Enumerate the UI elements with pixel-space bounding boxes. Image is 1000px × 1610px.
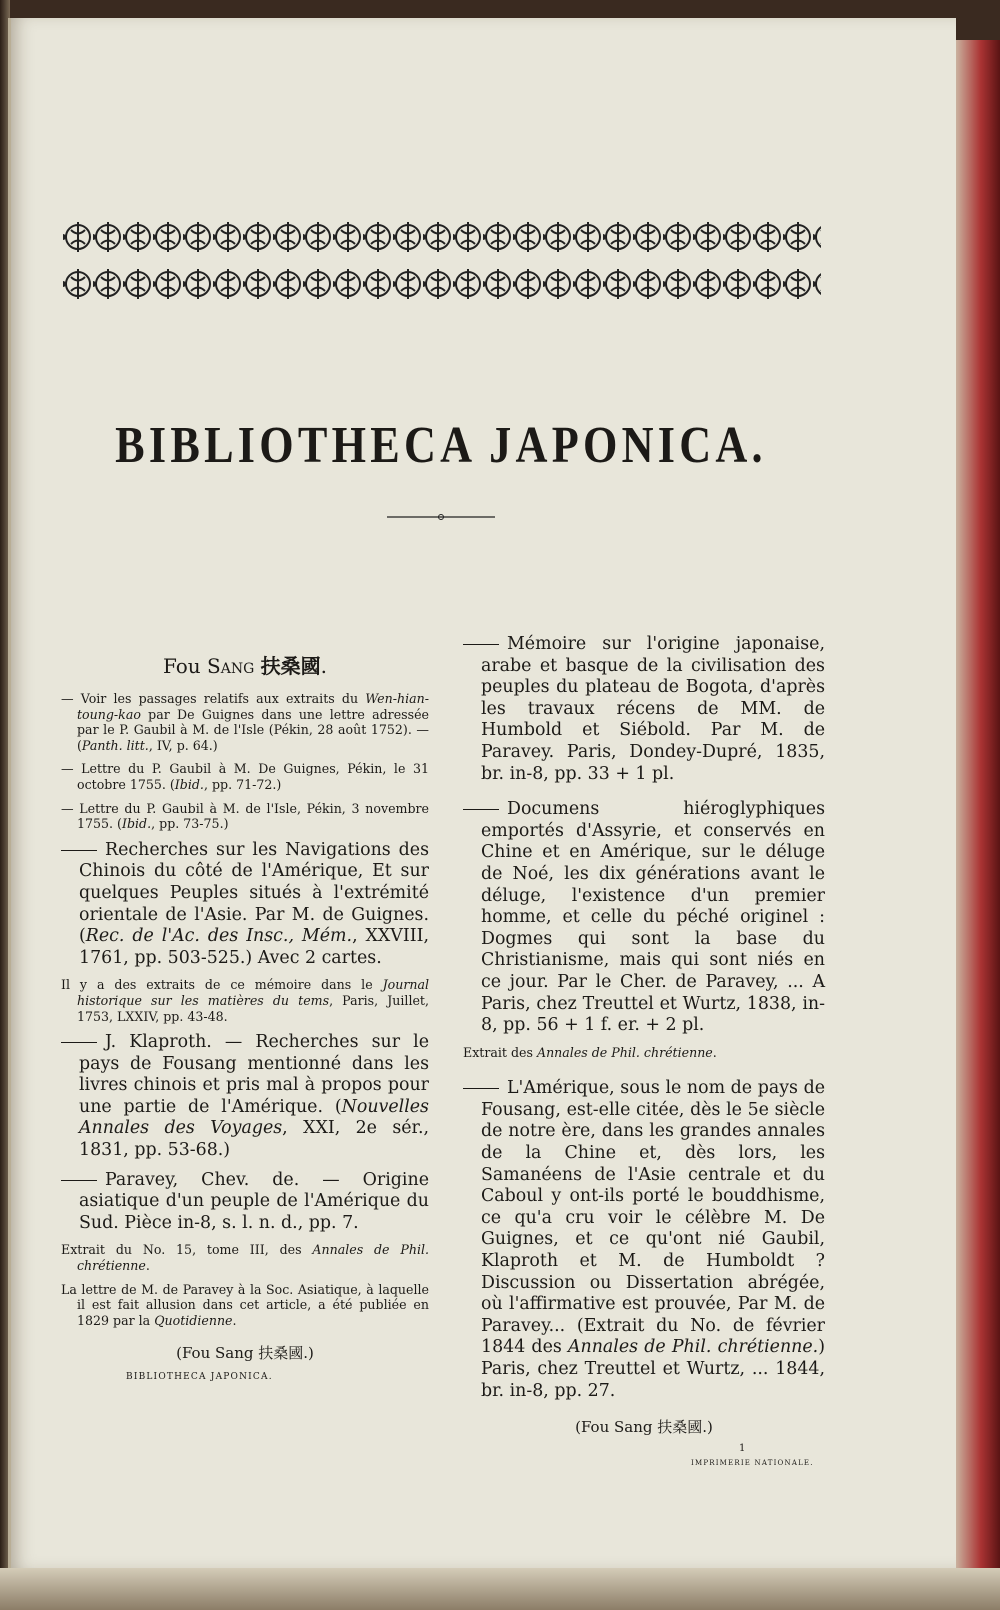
note-entry: La lettre de M. de Paravey à la Soc. Asiatique, à laquelle il est fait allusion dans cet article, a été publiée en 1829 par la Quotidienne. [61, 1281, 429, 1328]
running-footer: (Fou Sang 扶桑國.) [176, 1344, 314, 1363]
note-entry: Extrait des Annales de Phil. chrétienne. [463, 1044, 717, 1060]
right-column [463, 634, 825, 1471]
bibliography-entry: Mémoire sur l'origine japonaise, arabe et basque de la civilisation des peuples du plateau de Bogota, d'après les travaux récens de MM. de Humbold et Siébold. Par M. de Paravey. Paris, Dondey-Dupré, 1835, br. in-8, pp. 33 + 1 pl. [463, 634, 825, 785]
bibliography-entry: Recherches sur les Navigations des Chinois du côté de l'Amérique, Et sur quelques Peuples situés à l'extrémité orientale de l'Asie. Par M. de Guignes. (Rec. de l'Ac. des Insc., Mém., XXVIII, 1761, pp. 503-525.) Avec 2 cartes. [61, 840, 429, 970]
page-title: BIBLIOTHECA JAPONICA. [115, 417, 767, 474]
note-entry: — Voir les passages relatifs aux extraits du Wen-hian-toung-kao par De Guignes dans une lettre adressée par le P. Gaubil à M. de l'Isle (Pékin, 28 août 1752). — (Panth. litt., IV, p. 64.) [61, 691, 429, 753]
book-page [8, 18, 956, 1568]
heading-end: . [320, 654, 328, 678]
heading-chinese: 扶桑國 [260, 654, 321, 678]
note-entry: — Lettre du P. Gaubil à M. de l'Isle, Pékin, 3 novembre 1755. (Ibid., pp. 73-75.) [61, 800, 429, 832]
signature-row [463, 1441, 825, 1471]
section-heading [61, 650, 429, 679]
bibliography-entry: Paravey, Chev. de. — Origine asiatique d'un peuple de l'Amérique du Sud. Pièce in-8, s. l. n. d., pp. 7. [61, 1170, 429, 1235]
heading-word: Sang [207, 654, 255, 678]
running-footer: (Fou Sang 扶桑國.) [575, 1418, 713, 1437]
signature-mark: BIBLIOTHECA JAPONICA. [126, 1372, 273, 1383]
title-divider [387, 514, 495, 520]
note-entry: — Lettre du P. Gaubil à M. De Guignes, Pékin, le 31 octobre 1755. (Ibid., pp. 71-72.) [61, 761, 429, 792]
bibliography-entry: Documens hiéroglyphiques emportés d'Assyrie, et conservés en Chine et en Amérique, sur le déluge de Noé, les dix générations avant le déluge, l'existence d'un premier homme, et celle du péché originel : Dogmes qui sont la base du Christianisme, mais qui sont niés en ce jour. Par le Cher. de Paravey, ... A Paris, chez Treuttel et Wurtz, 1838, in-8, pp. 56 + 1 f. er. + 2 pl. [463, 799, 825, 1037]
note-entry: Il y a des extraits de ce mémoire dans le Journal historique sur les matières du tems, Paris, Juillet, 1753, LXXIV, pp. 43-48. [61, 977, 429, 1024]
book-bottom-edge [0, 1568, 1000, 1610]
bibliography-entry: J. Klaproth. — Recherches sur le pays de Fousang mentionné dans les livres chinois et pris mal à propos pour une partie de l'Amérique. (Nouvelles Annales des Voyages, XXI, 2e sér., 1831, pp. 53-68.) [61, 1032, 429, 1162]
bibliography-entry: L'Amérique, sous le nom de pays de Fousang, est-elle citée, dès le 5e siècle de notre ère, dans les grandes annales de la Chine et, dès lors, les Samanéens de l'Asie centrale et du Caboul y ont-ils porté le bouddhisme, ce qu'a cru voir le célèbre M. De Guignes, et ce qu'ont nié Gaubil, Klaproth et M. de Humboldt ? Discussion ou Dissertation abrégée, où l'affirmative est prouvée, Par M. de Paravey... (Extrait du No. de février 1844 des Annales de Phil. chrétienne.) Paris, chez Treuttel et Wurtz, ... 1844, br. in-8, pp. 27. [463, 1078, 825, 1402]
left-column [61, 650, 429, 1383]
book-cover-edge [952, 40, 1000, 1580]
note-entry: Extrait du No. 15, tome III, des Annales de Phil. chrétienne. [61, 1242, 429, 1274]
decorative-ornament-band [63, 214, 821, 308]
sheet-number: 1 [739, 1443, 747, 1455]
printer-mark: IMPRIMERIE NATIONALE. [691, 1459, 814, 1468]
heading-word: Fou [162, 654, 201, 678]
